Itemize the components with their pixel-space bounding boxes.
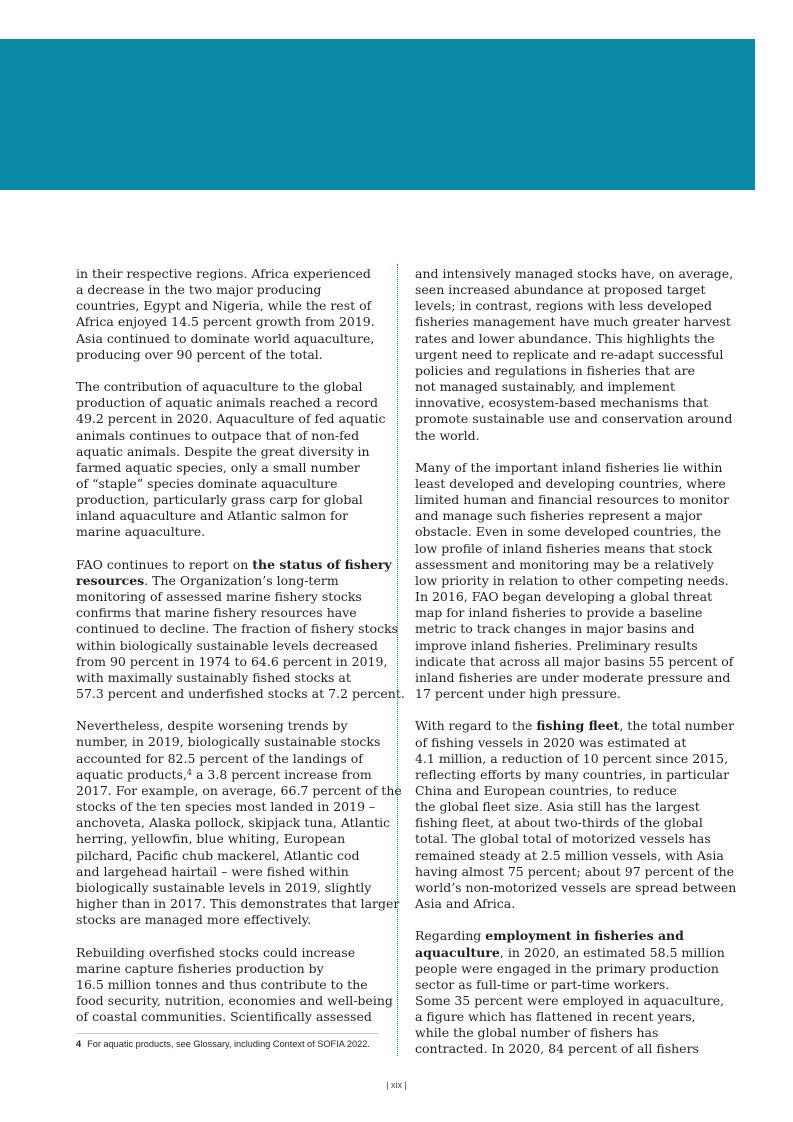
- text-line: [76, 556, 392, 573]
- text-line: biologically sustainable levels in 2019, slightly: [76, 879, 372, 895]
- text-line: remained steady at 2.5 million vessels, with Asia: [415, 847, 724, 863]
- text-line: producing over 90 percent of the total.: [76, 346, 323, 362]
- text-line: while the global number of fishers has: [415, 1025, 659, 1041]
- text-line: map for inland fisheries to provide a baseline: [415, 605, 703, 621]
- footnote-text: For aquatic products, see Glossary, including Context of SOFIA 2022.: [87, 1039, 370, 1049]
- text-line: a decrease in the two major producing: [76, 282, 322, 298]
- text-line: [415, 718, 733, 734]
- paragraph-sustainable-stocks: [76, 718, 402, 928]
- text-line: anchoveta, Alaska pollock, skipjack tuna, Atlantic: [76, 815, 391, 831]
- text-line: limited human and financial resources to monitor: [415, 492, 730, 508]
- text-line: number, in 2019, biologically sustainable stocks: [76, 734, 381, 750]
- text-line: inland fisheries are under moderate pressure and: [415, 669, 731, 685]
- text-line: [76, 767, 381, 783]
- text-line: from 90 percent in 1974 to 64.6 percent in 2019,: [76, 653, 388, 669]
- text-line: marine aquaculture.: [76, 524, 206, 540]
- text-line: Some 35 percent were employed in aquaculture,: [415, 992, 725, 1008]
- text-run: . The Organization’s long-term: [144, 572, 339, 588]
- paragraph-fishery-resources: [76, 556, 405, 702]
- paragraph-employment: [415, 928, 733, 1057]
- text-line: innovative, ecosystem-based mechanisms that: [415, 395, 709, 411]
- text-line: fishing fleet, at about two-thirds of the global: [415, 815, 703, 831]
- text-line: sector as full-time or part-time workers.: [415, 976, 670, 992]
- text-run: a 3.8 percent increase from: [192, 766, 372, 782]
- text-line: 2017. For example, on average, 66.7 percent of the: [76, 782, 402, 798]
- text-line: contracted. In 2020, 84 percent of all fishers: [415, 1041, 699, 1057]
- text-line: food security, nutrition, economies and well-being: [76, 992, 393, 1008]
- text-line: metric to track changes in major basins and: [415, 621, 695, 637]
- text-line: continued to decline. The fraction of fishery stocks: [76, 621, 399, 637]
- text-run: , in 2020, an estimated 58.5 million: [499, 944, 725, 960]
- header-banner: [0, 39, 755, 190]
- text-line: 16.5 million tonnes and thus contribute to the: [76, 976, 368, 992]
- text-line: within biologically sustainable levels decreased: [76, 637, 378, 653]
- text-line: production, particularly grass carp for global: [76, 492, 363, 508]
- text-line: assessment and monitoring may be a relatively: [415, 556, 714, 572]
- text-run: FAO continues to report on: [76, 556, 253, 572]
- text-line: in their respective regions. Africa experienced: [76, 266, 371, 281]
- text-line: a figure which has flattened in recent years,: [415, 1009, 696, 1025]
- text-line: herring, yellowfin, blue whiting, European: [76, 831, 346, 847]
- text-line: world’s non-motorized vessels are spread between: [415, 879, 737, 895]
- text-line: [415, 928, 733, 944]
- text-line: reflecting efforts by many countries, in particular: [415, 766, 730, 782]
- text-line: Many of the important inland fisheries lie within: [415, 459, 723, 475]
- text-line: urgent need to replicate and re-adapt successful: [415, 346, 724, 362]
- paragraph-aquaculture-contribution: [76, 379, 386, 541]
- text-line: obstacle. Even in some developed countries, the: [415, 524, 722, 540]
- text-line: Rebuilding overfished stocks could increase: [76, 944, 356, 960]
- text-line: the global fleet size. Asia still has the largest: [415, 799, 700, 815]
- column-divider: [397, 264, 398, 1056]
- text-line: rates and lower abundance. This highlights the: [415, 330, 715, 346]
- text-line: animals continues to outpace that of non-fed: [76, 427, 360, 443]
- text-run: aquatic products,: [76, 766, 187, 782]
- text-line: and manage such fisheries represent a major: [415, 508, 702, 524]
- text-line: of coastal communities. Scientifically assessed: [76, 1009, 372, 1025]
- bold-term: fishing fleet: [536, 718, 620, 734]
- paragraph-managed-stocks: [415, 266, 733, 444]
- right-column: [415, 266, 737, 1074]
- text-line: levels; in contrast, regions with less developed: [415, 298, 712, 314]
- footnote: [76, 1038, 386, 1050]
- text-line: Asia and Africa.: [415, 896, 516, 912]
- text-line: and largehead hairtail – were fished within: [76, 863, 349, 879]
- paragraph-inland-fisheries: [415, 460, 733, 702]
- paragraph-aquaculture-regions: [76, 266, 381, 363]
- bold-term: aquaculture: [415, 944, 500, 960]
- text-line: marine capture fisheries production by: [76, 960, 324, 976]
- text-line: In 2016, FAO began developing a global threat: [415, 589, 713, 605]
- text-line: aquatic animals. Despite the great diversity in: [76, 443, 370, 459]
- text-line: of fishing vessels in 2020 was estimated at: [415, 734, 687, 750]
- text-line: [415, 945, 733, 961]
- text-run: Regarding: [415, 928, 486, 944]
- text-line: 4.1 million, a reduction of 10 percent since 2015,: [415, 750, 729, 766]
- bold-term: the status of fishery: [252, 556, 392, 572]
- text-line: The contribution of aquaculture to the global: [76, 379, 363, 395]
- text-line: Asia continued to dominate world aquaculture,: [76, 330, 375, 346]
- text-line: production of aquatic animals reached a record: [76, 395, 378, 411]
- text-line: monitoring of assessed marine fishery stocks: [76, 589, 362, 605]
- text-line: policies and regulations in fisheries that are: [415, 362, 695, 378]
- text-line: low priority in relation to other competing needs.: [415, 572, 729, 588]
- text-run: With regard to the: [415, 718, 537, 734]
- text-line: total. The global total of motorized vessels has: [415, 831, 711, 847]
- text-line: [76, 573, 381, 589]
- text-line: Africa enjoyed 14.5 percent growth from 2019.: [76, 314, 375, 330]
- bold-term: employment in fisheries and: [485, 928, 684, 944]
- text-line: and intensively managed stocks have, on average,: [415, 266, 734, 281]
- text-line: low profile of inland fisheries means that stock: [415, 540, 713, 556]
- text-line: improve inland fisheries. Preliminary results: [415, 637, 698, 653]
- text-line: 49.2 percent in 2020. Aquaculture of fed aquatic: [76, 411, 386, 427]
- text-line: people were engaged in the primary production: [415, 960, 719, 976]
- text-line: the world.: [415, 427, 480, 443]
- text-line: Nevertheless, despite worsening trends by: [76, 718, 348, 734]
- footnote-rule: [76, 1033, 378, 1034]
- text-line: with maximally sustainably fished stocks at: [76, 669, 351, 685]
- text-line: not managed sustainably, and implement: [415, 379, 676, 395]
- text-line: stocks are managed more effectively.: [76, 912, 312, 928]
- text-line: higher than in 2017. This demonstrates that larger: [76, 896, 400, 912]
- text-line: accounted for 82.5 percent of the landings of: [76, 750, 363, 766]
- paragraph-rebuilding-stocks: [76, 944, 393, 1026]
- text-line: inland aquaculture and Atlantic salmon for: [76, 508, 349, 524]
- paragraph-fishing-fleet: [415, 718, 737, 912]
- text-line: indicate that across all major basins 55 percent of: [415, 653, 734, 669]
- footnote-number: 4: [76, 1039, 82, 1049]
- text-run: , the total number: [619, 718, 735, 734]
- text-line: least developed and developing countries, where: [415, 476, 726, 492]
- text-line: seen increased abundance at proposed target: [415, 282, 706, 298]
- page-number: | xix |: [386, 1080, 407, 1090]
- footnote-ref: 4: [186, 767, 193, 777]
- bold-term: resources: [76, 572, 145, 588]
- text-line: 17 percent under high pressure.: [415, 686, 621, 702]
- text-line: 57.3 percent and underfished stocks at 7.2 percent.: [76, 686, 405, 702]
- text-line: China and European countries, to reduce: [415, 782, 677, 798]
- text-line: fisheries management have much greater harvest: [415, 314, 731, 330]
- text-line: confirms that marine fishery resources have: [76, 605, 357, 621]
- text-line: of “staple” species dominate aquaculture: [76, 476, 338, 492]
- text-line: promote sustainable use and conservation around: [415, 411, 733, 427]
- left-column: [76, 266, 405, 1041]
- text-line: countries, Egypt and Nigeria, while the rest of: [76, 298, 372, 314]
- text-line: stocks of the ten species most landed in 2019 –: [76, 799, 376, 815]
- text-line: having almost 75 percent; about 97 percent of the: [415, 863, 735, 879]
- text-line: farmed aquatic species, only a small number: [76, 459, 360, 475]
- text-line: pilchard, Pacific chub mackerel, Atlantic cod: [76, 847, 360, 863]
